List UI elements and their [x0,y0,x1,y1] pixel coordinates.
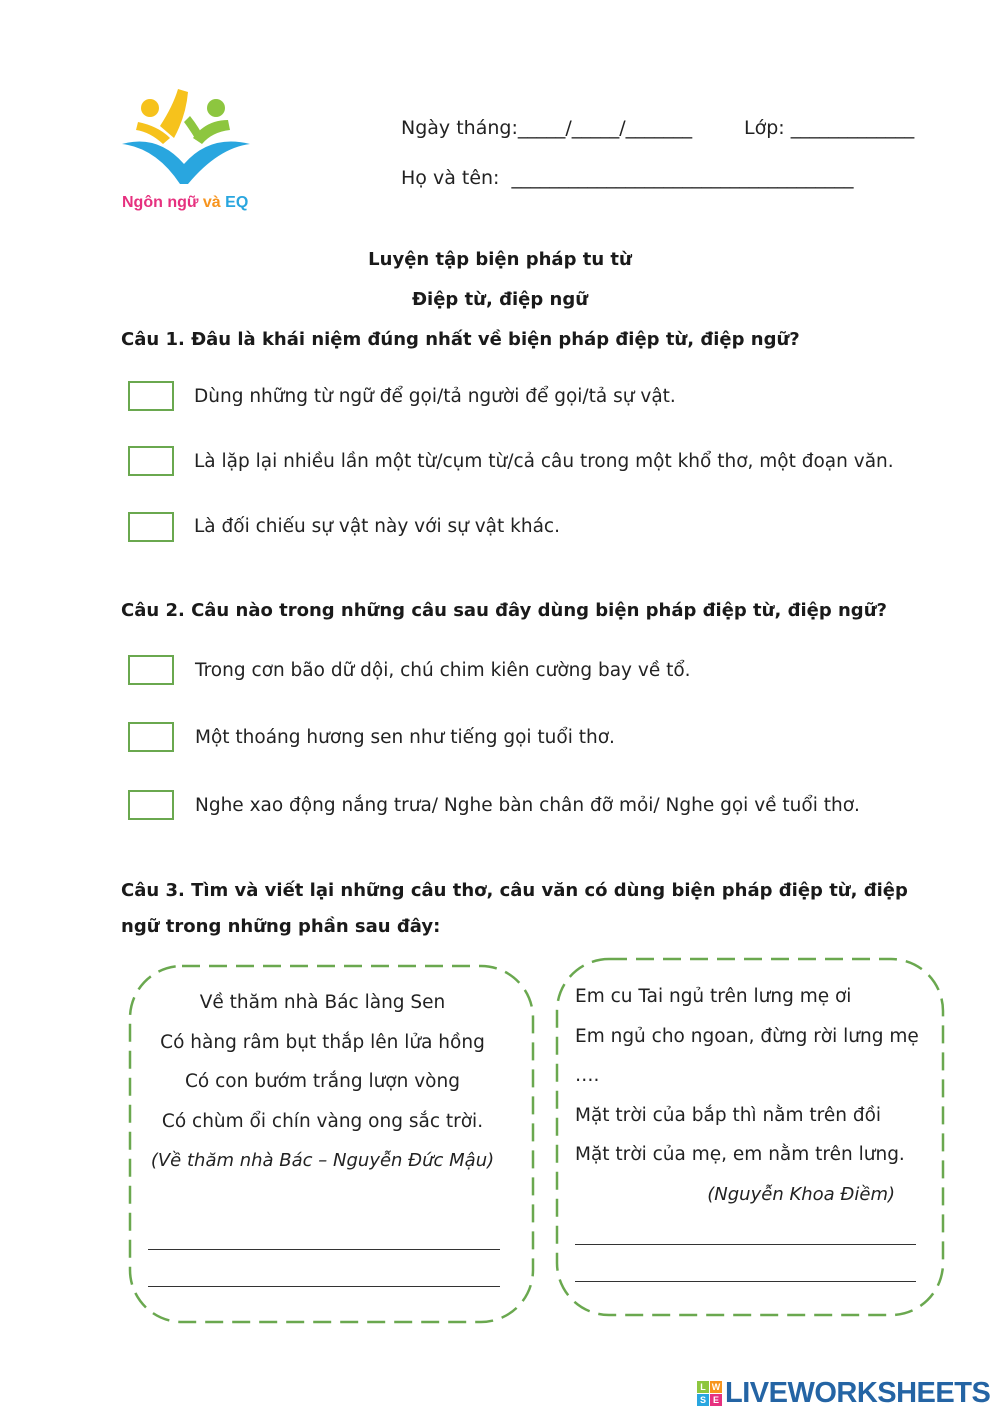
right-poem-line-2: Em ngủ cho ngoan, đừng rời lưng mẹ [575,1025,919,1047]
right-poem-line-5: Mặt trời của mẹ, em nằm trên lưng. [575,1144,905,1165]
logo-text [122,194,248,212]
question-2: Câu 2. Câu nào trong những câu sau đây dùng biện pháp điệp từ, điệp ngữ? [121,600,887,621]
date-field[interactable]: Ngày tháng:_____/_____/_______ [401,117,693,139]
q1-option-2-text: Là lặp lại nhiều lần một từ/cụm từ/cả câu trong một khổ thơ, một đoạn văn. [194,451,894,472]
right-poem-source: (Nguyễn Khoa Điềm) [707,1183,895,1205]
left-poem [130,983,515,1181]
logo-book [122,142,250,185]
logo-graphic [118,86,258,196]
left-poem-line-2: Có hàng râm bụt thắp lên lửa hồng [160,1031,485,1053]
right-poem [575,977,919,1214]
right-answer-line-1[interactable] [575,1244,916,1245]
q1-option-1-checkbox[interactable] [128,381,174,411]
worksheet-subtitle: Điệp từ, điệp ngữ [411,289,589,310]
right-poem-line-1: Em cu Tai ngủ trên lưng mẹ ơi [575,986,852,1007]
left-answer-line-2[interactable] [148,1286,500,1287]
left-poem-source: (Về thăm nhà Bác – Nguyễn Đức Mậu) [150,1150,495,1171]
question-3-line-2: ngữ trong những phần sau đây: [121,916,441,937]
right-poem-line-4: Mặt trời của bắp thì nằm trên đồi [575,1104,882,1126]
left-poem-line-4: Có chùm ổi chín vàng ong sắc trời. [161,1110,484,1132]
brand-badge [697,1381,722,1406]
q2-option-1-checkbox[interactable] [128,655,174,685]
name-field[interactable]: Họ và tên: ____________________________________ [401,167,854,189]
q2-option-2-text: Một thoáng hương sen như tiếng gọi tuổi thơ. [195,727,615,748]
right-poem-line-3: …. [575,1065,600,1086]
left-answer-line-1[interactable] [148,1249,500,1250]
badge-s: S [697,1394,709,1406]
logo-green-head [207,99,225,117]
question-3-line-1: Câu 3. Tìm và viết lại những câu thơ, câu văn có dùng biện pháp điệp từ, điệp [121,880,908,901]
question-1: Câu 1. Đâu là khái niệm đúng nhất về biện pháp điệp từ, điệp ngữ? [121,329,800,350]
logo-yellow-head [141,99,159,117]
q1-option-3-text: Là đối chiếu sự vật này với sự vật khác. [194,516,560,537]
q2-option-3-text: Nghe xao động nắng trưa/ Nghe bàn chân đỡ mỏi/ Nghe gọi về tuổi thơ. [195,795,860,816]
right-answer-line-2[interactable] [575,1281,916,1282]
logo [118,86,258,221]
q2-option-3-checkbox[interactable] [128,790,174,820]
liveworksheets-logo[interactable] [697,1378,990,1408]
q2-option-1-text: Trong cơn bão dữ dội, chú chim kiên cường bay về tổ. [195,660,691,681]
left-poem-line-1: Về thăm nhà Bác làng Sen [199,992,446,1013]
left-poem-line-3: Có con bướm trắng lượn vòng [185,1071,460,1092]
class-field[interactable]: Lớp: _____________ [744,117,915,139]
badge-w: W [711,1381,721,1392]
brand-name: LIVEWORKSHEETS [725,1376,991,1409]
logo-yellow-body [160,89,188,138]
logo-text-part1: Ngôn ngữ [122,194,199,211]
q1-option-2-checkbox[interactable] [128,446,174,476]
q1-option-3-checkbox[interactable] [128,512,174,542]
q2-option-2-checkbox[interactable] [128,722,174,752]
logo-text-part3: EQ [225,194,249,211]
worksheet-title: Luyện tập biện pháp tu từ [368,249,632,270]
badge-l: L [697,1381,709,1393]
logo-text-part2: và [198,194,226,211]
logo-green-arm [184,116,203,140]
q1-option-1-text: Dùng những từ ngữ để gọi/tả người để gọi/tả sự vật. [194,386,676,407]
badge-e: E [710,1394,722,1406]
